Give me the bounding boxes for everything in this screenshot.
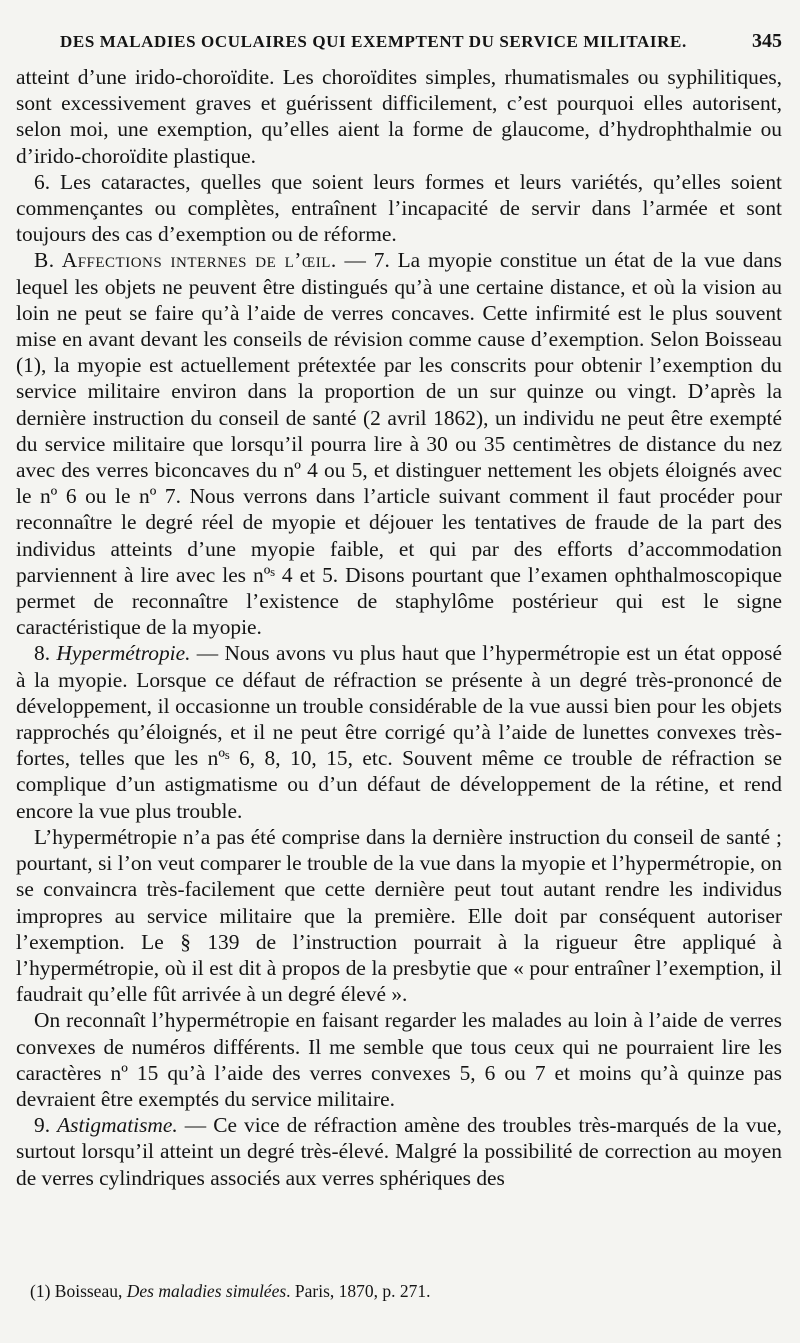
paragraph-verres: On reconnaît l’hypermétropie en faisant regarder les malades au loin à l’aide de verres convexes de numéros différents. Il me semble que tous ceux qui ne pourraient lire les caractères nº 15 qu’à l’aide des verres convexes 5, 6 ou 7 et moins qu’à quinze pas devraient être exemptés du service militaire.: [16, 1008, 782, 1111]
paragraph-conseil: L’hypermétropie n’a pas été comprise dans la dernière instruction du conseil de santé ; pourtant, si l’on veut comparer le trouble de la vue dans la myopie et l’hypermétropie, on se convaincra très-facilement que cette dernière peut tout autant rendre les individus impropres au service militaire que la première. Elle doit par conséquent autoriser l’exemption. Le § 139 de l’instruction pourrait à la rigueur être appliqué à l’hypermétropie, où il est dit à propos de la presbytie que « pour entraîner l’exemption, il faudrait qu’elle fût arrivée à un degré élevé ».: [16, 824, 782, 1007]
item-title: Hypermétropie.: [56, 641, 191, 666]
item-number: 9.: [34, 1113, 58, 1138]
running-head: [60, 30, 782, 53]
paragraph-cataractes: 6. Les cataractes, quelles que soient leurs formes et leurs variétés, qu’elles soient commençantes ou complètes, entraînent l’incapacité de servir dans l’armée et sont toujours des cas d’exemption ou de réforme.: [16, 169, 782, 247]
paragraph-astigmatisme-text: — Ce vice de réfraction amène des troubles très-marqués de la vue, surtout lorsqu’il atteint un degré très-élevé. Malgré la possibilité de correction au moyen de verres cylindriques associés aux verres sphériques des: [16, 1113, 782, 1190]
footnote-label: (1) Boisseau,: [30, 1281, 127, 1301]
section-heading: B. Affections internes de l’œil.: [34, 248, 337, 273]
item-title: Astigmatisme.: [57, 1113, 178, 1138]
paragraph-hypermetropie-text: — Nous avons vu plus haut que l’hypermétropie est un état opposé à la myopie. Lorsque ce défaut de réfraction se présente à un degré très-prononcé de développement, il occasionne un trouble considérable de la vue aussi bien pour les objets rapprochés qu’éloignés, et il ne peut être corrigé qu’à l’aide de lunettes convexes très-fortes, telles que les nºˢ 6, 8, 10, 15, etc. Souvent même ce trouble de réfraction se complique d’un astigmatisme ou d’un défaut de développement de la rétine, et rend encore la vue plus trouble.: [16, 641, 782, 823]
paragraph-myopie: [16, 247, 782, 640]
paragraph-choroidites: atteint d’une irido-choroïdite. Les choroïdites simples, rhumatismales ou syphilitiques, sont excessivement graves et guérissent difficilement, c’est pourquoi elles autorisent, selon moi, une exemption, qu’elles aient la forme de glaucome, d’hydrophthalmie ou d’irido-choroïdite plastique.: [16, 65, 782, 168]
footnote: [30, 1280, 782, 1302]
footnote-rest: . Paris, 1870, p. 271.: [286, 1281, 431, 1301]
page-body: [16, 64, 782, 1191]
paragraph-myopie-text: — 7. La myopie constitue un état de la vue dans lequel les objets ne peuvent être distingués qu’à une certaine distance, et où la vision au loin ne peut se faire qu’à l’aide de verres concaves. Cette infirmité est le plus souvent mise en avant devant les conseils de révision comme cause d’exemption. Selon Boisseau (1), la myopie est actuellement prétextée par les conscrits pour obtenir l’exemption du service militaire environ dans la proportion de un sur quinze ou vingt. D’après la dernière instruction du conseil de santé (2 avril 1862), un individu ne peut être exempté du service militaire que lorsqu’il pourra lire à 30 ou 35 centimètres de distance du nez avec des verres biconcaves du nº 4 ou 5, et distinguer nettement les objets éloignés avec le nº 6 ou le nº 7. Nous verrons dans l’article suivant comment il faut procéder pour reconnaître le degré réel de myopie et déjouer les tentatives de fraude de la part des individus atteints d’une myopie faible, et qui par des efforts d’accommodation parviennent à lire avec les nºˢ 4 et 5. Disons pourtant que l’examen ophthalmoscopique permet de reconnaître l’existence de staphylôme postérieur qui est le signe caractéristique de la myopie.: [16, 248, 782, 640]
footnote-title: Des maladies simulées: [126, 1281, 287, 1301]
item-number: 8.: [34, 641, 57, 666]
running-title: DES MALADIES OCULAIRES QUI EXEMPTENT DU SERVICE MILITAIRE.: [60, 32, 687, 51]
paragraph-astigmatisme: [16, 1112, 782, 1191]
page-number: 345: [752, 30, 782, 52]
paragraph-hypermetropie: [16, 640, 782, 823]
